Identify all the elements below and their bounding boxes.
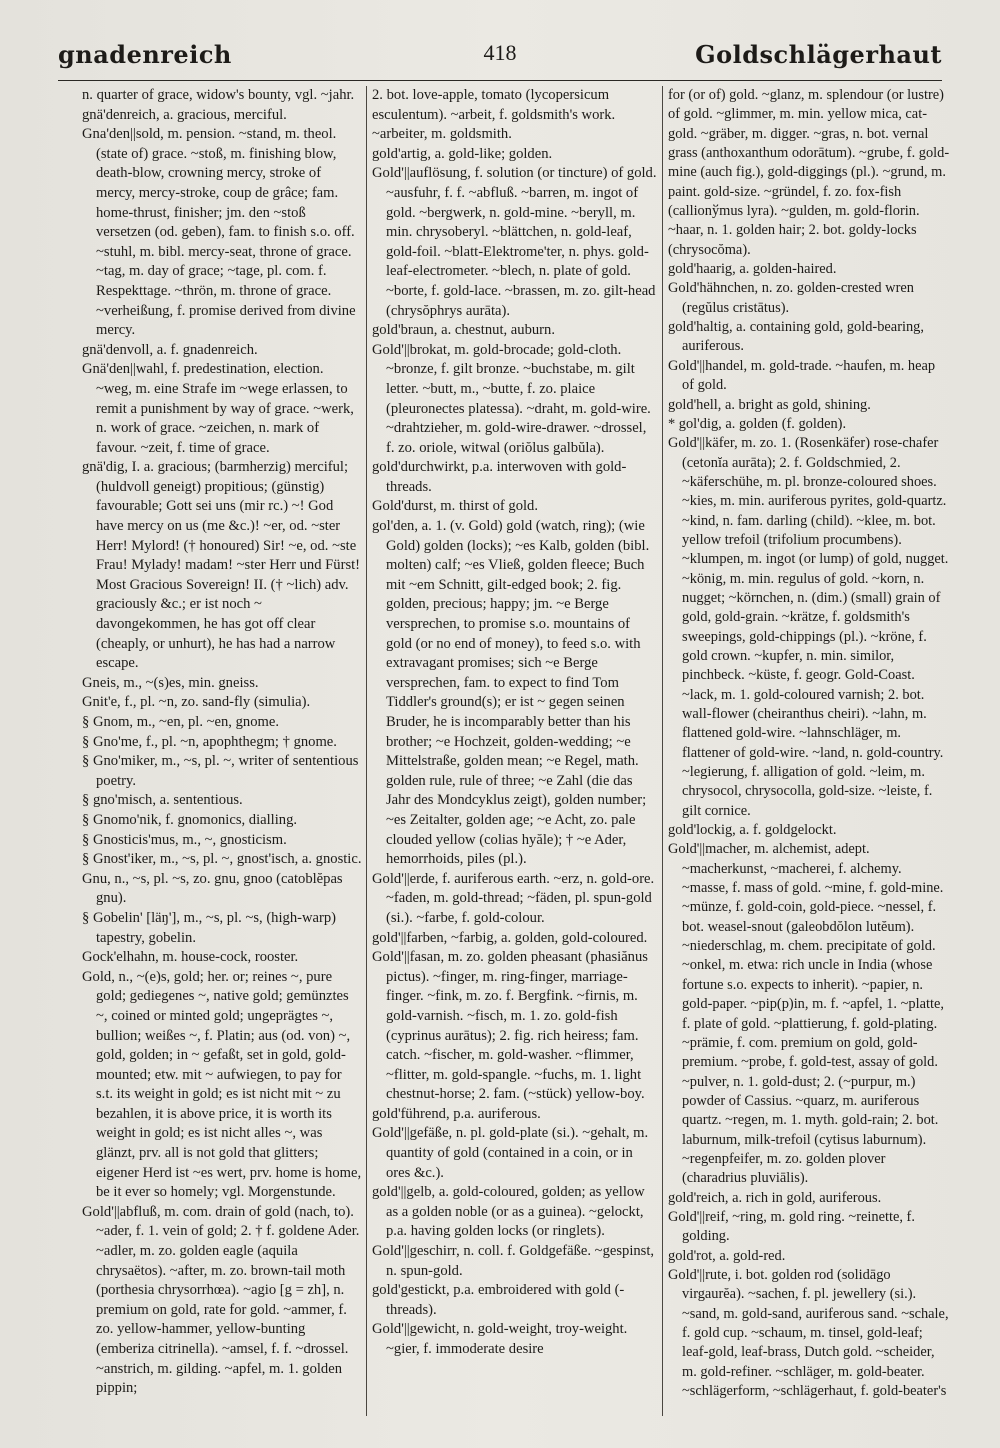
dictionary-entry: Gold'||handel, m. gold-trade. ~haufen, m. heap of gold.: [668, 357, 936, 394]
dictionary-entry: gold'haarig, a. golden-haired.: [668, 261, 837, 278]
column-divider-1: [366, 86, 367, 1416]
dictionary-entry: Gna'den||sold, m. pension. ~stand, m. theol. (state of) grace. ~stoß, m. finishing blow, death-blow, crowning mercy, stroke of mercy, mercy-stroke, coup de grâce; fam. home-thrust, finisher; jm. den ~stoß versetzen (od. geben), fam. to finish s.o. off. ~stuhl, m. bibl. mercy-seat, throne of grace. ~tag, m. day of grace; ~tage, pl. com. f. Respekttage. ~thrön, m. throne of grace. ~verheißung, f. promise derived from divine mercy.: [82, 126, 356, 339]
dictionary-entry: gold'durchwirkt, p.a. interwoven with gold-threads.: [372, 459, 627, 495]
dictionary-entry: Gold, n., ~(e)s, gold; her. or; reines ~, pure gold; gediegenes ~, native gold; gemünztes ~, coined or minted gold; ungeprägtes ~, bullion; weißes ~, f. Platin; aus (od. von) ~, gold, golden; in ~ gefaßt, set in gold, gold-mounted; etw. mit ~ aufwiegen, to pay for s.t. its weight in gold; es ist nicht mit ~ zu bezahlen, it is above price, it is worth its weight in gold; es ist nicht alles ~, was glänzt, prv. all is not gold that glitters; eigener Herd ist ~es wert, prv. home is home, be it ever so homely; vgl. Morgenstunde.: [82, 968, 362, 1201]
dictionary-entry: for (or of) gold. ~glanz, m. splendour (or lustre) of gold. ~glimmer, m. min. yellow mica, cat-gold. ~gräber, m. digger. ~gras, n. bot. vernal grass (anthoxanthum odorātum). ~grube, f. gold-mine (auch fig.), gold-diggings (pl.). ~grund, m. paint. gold-size. ~gründel, f. zo. fox-fish (callionўmus lyra). ~gulden, m. gold-florin. ~haar, n. 1. golden hair; 2. bot. goldy-locks (chrysocŏma).: [668, 87, 950, 258]
dictionary-entry: Gold'||reif, ~ring, m. gold ring. ~reinette, f. golding.: [668, 1208, 915, 1245]
dictionary-entry: gold'führend, p.a. auriferous.: [372, 1105, 541, 1122]
dictionary-entry: Gold'||rute, i. bot. golden rod (solidāgo virgaurĕa). ~sachen, f. pl. jewellery (si.). ~sand, m. gold-sand, auriferous sand. ~schale, f. gold cup. ~schaum, m. tinsel, gold-leaf; leaf-gold, leaf-brass, Dutch gold. ~scheider, m. gold-refiner. ~schläger, m. gold-beater. ~schlägerform, ~schlägerhaut, f. gold-beater's: [668, 1266, 949, 1400]
dictionary-entry: gold'||farben, ~farbig, a. golden, gold-coloured.: [372, 929, 648, 946]
dictionary-entry: Gock'elhahn, m. house-cock, rooster.: [82, 949, 299, 966]
dictionary-entry: gold'reich, a. rich in gold, auriferous.: [668, 1189, 882, 1206]
dictionary-entry: * gol'dig, a. golden (f. golden).: [668, 415, 847, 432]
dictionary-entry: gnä'dig, I. a. gracious; (barmherzig) merciful; (huldvoll geneigt) propitious; (günstig) favourable; Gott sei uns (mir rc.) ~! God have mercy on us (me &c.)! ~er, od. ~ster Herr! Mylord! († honoured) Sir! ~e, od. ~ste Frau! Mylady! madam! ~ster Herr und Fürst! Most Gracious Sovereign! II. († ~lich) adv. graciously &c.; er ist noch ~ davongekommen, he has got off clear (cheaply, or unhurt), he has had a narrow escape.: [82, 459, 361, 672]
dictionary-entry: Gnit'e, f., pl. ~n, zo. sand-fly (simulia).: [82, 694, 311, 711]
dictionary-entry: Gold'||geschirr, n. coll. f. Goldgefäße. ~gespinst, n. spun-gold.: [372, 1243, 655, 1279]
dictionary-entry: Gnu, n., ~s, pl. ~s, zo. gnu, gnoo (catoblĕpas gnu).: [82, 870, 343, 907]
dictionary-entry: § Gnost'iker, m., ~s, pl. ~, gnost'isch, a. gnostic.: [82, 851, 362, 868]
dictionary-entry: n. quarter of grace, widow's bounty, vgl. ~jahr.: [82, 87, 355, 103]
dictionary-entry: § gno'misch, a. sententious.: [82, 792, 243, 809]
dictionary-entry: Gold'||gewicht, n. gold-weight, troy-weight. ~gier, f. immoderate desire: [372, 1321, 628, 1357]
dictionary-entry: § Gobelin' [läŋ'], m., ~s, pl. ~s, (high-warp) tapestry, gobelin.: [82, 909, 337, 946]
dictionary-entry: Gold'||gefäße, n. pl. gold-plate (si.). ~gehalt, m. quantity of gold (contained in a coin, or in ores &c.).: [372, 1125, 649, 1181]
dictionary-entry: Gold'hähnchen, n. zo. golden-crested wren (regŭlus cristātus).: [668, 280, 914, 316]
dictionary-entry: gol'den, a. 1. (v. Gold) gold (watch, ring); (wie Gold) golden (locks); ~es Kalb, golden (bibl. molten) calf; ~es Vließ, golden fleece; Buch mit ~em Schnitt, gilt-edged book; 2. fig. golden, precious; happy; jm. ~e Berge versprechen, to promise s.o. mountains of gold (or no end of money), to feed s.o. with extravagant promises; sich ~e Berge versprechen, fam. to expect to find Tom Tiddler's ground(s); er ist ~ gegen seinen Bruder, he is incomparably better than his brother; ~e Hochzeit, golden-wedding; ~e Mittelstraße, golden mean; ~e Regel, math. golden rule, rule of three; ~e Zahl (die das Jahr des Mondcyklus zeigt), golden number; ~es Zeitalter, golden age; ~e Acht, zo. pale clouded yellow (colias hyăle); † ~e Ader, hemorrhoids, piles (pl.).: [372, 518, 650, 868]
dictionary-entry: Gold'||fasan, m. zo. golden pheasant (phasiănus pictus). ~finger, m. ring-finger, marriage-finger. ~fink, m. zo. f. Bergfink. ~firnis, m. gold-varnish. ~fisch, m. 1. zo. gold-fish (cyprinus aurātus); 2. fig. rich heiress; fam. catch. ~fischer, m. gold-washer. ~flimmer, ~flitter, m. gold-spangle. ~fuchs, m. 1. light chestnut-horse; 2. fam. (~stück) yellow-boy.: [372, 949, 648, 1103]
dictionary-entry: Gneis, m., ~(s)es, min. gneiss.: [82, 674, 259, 691]
dictionary-entry: gnä'denreich, a. gracious, merciful.: [82, 106, 287, 123]
dictionary-entry: gold'lockig, a. f. goldgelockt.: [668, 822, 837, 839]
running-head-left: gnadenreich: [58, 40, 232, 69]
dictionary-entry: Gold'||auflösung, f. solution (or tincture) of gold. ~ausfuhr, f. f. ~abfluß. ~barren, m. ingot of gold. ~bergwerk, n. gold-mine. ~beryll, m. min. chrysoberyl. ~blättchen, n. gold-leaf, gold-foil. ~blatt-Elektrome'ter, n. phys. gold-leaf-electrometer. ~blech, n. plate of gold. ~borte, f. gold-lace. ~brassen, m. zo. gilt-head (chrysŏphrys aurāta).: [372, 165, 657, 319]
dictionary-entry: § Gno'me, f., pl. ~n, apophthegm; † gnome.: [82, 733, 337, 750]
header-rule: [58, 80, 942, 81]
dictionary-entry: Gold'||käfer, m. zo. 1. (Rosenkäfer) rose-chafer (cetonĭa aurāta); 2. f. Goldschmied, 2. ~käferschühe, m. pl. bronze-coloured shoes. ~kies, m. min. auriferous pyrites, gold-quartz. ~kind, n. fam. darling (child). ~klee, m. bot. yellow trefoil (trifolium procumbens). ~klumpen, m. ingot (or lump) of gold, nugget. ~könig, m. min. regulus of gold. ~korn, n. nugget; ~körnchen, n. (dim.) (small) grain of gold, gold-grain. ~krätze, f. goldsmith's sweepings, gold-chippings (pl.). ~kröne, f. gold crown. ~kupfer, n. min. similor, pinchbeck. ~küste, f. geogr. Gold-Coast. ~lack, m. 1. gold-coloured varnish; 2. bot. wall-flower (cheiranthus cheiri). ~lahn, m. flattened gold-wire. ~lahnschläger, m. flattener of gold-wire. ~land, n. gold-country. ~legierung, f. alligation of gold. ~leim, m. chrysocol, chrysocolla, gold-size. ~leiste, f. gilt cornice.: [668, 435, 949, 819]
column-3: [668, 86, 950, 1426]
dictionary-entry: Gold'||abfluß, m. com. drain of gold (nach, to). ~ader, f. 1. vein of gold; 2. † f. goldene Ader. ~adler, m. zo. golden eagle (aquila chrysaëtos). ~after, m. zo. brown-tail moth (porthesia chrysorrhœa). ~agio [g = zh], n. premium on gold, rate for gold. ~ammer, f. zo. yellow-hammer, yellow-bunting (emberiza citrinella). ~amsel, f. f. ~drossel. ~anstrich, m. gilding. ~apfel, m. 1. golden pippin;: [82, 1203, 360, 1397]
dictionary-entry: gold'gestickt, p.a. embroidered with gold (-threads).: [372, 1282, 625, 1318]
dictionary-entry: § Gnomo'nik, f. gnomonics, dialling.: [82, 811, 298, 828]
page-number: 418: [483, 40, 517, 65]
dictionary-entry: Gold'||erde, f. auriferous earth. ~erz, n. gold-ore. ~faden, m. gold-thread; ~fäden, pl. spun-gold (si.). ~farbe, f. gold-colour.: [372, 870, 655, 926]
dictionary-entry: § Gnosticis'mus, m., ~, gnosticism.: [82, 831, 287, 848]
dictionary-entry: gold'braun, a. chestnut, auburn.: [372, 322, 555, 339]
column-divider-2: [662, 86, 663, 1416]
column-1: [82, 86, 362, 1426]
dictionary-entry: gold'artig, a. gold-like; golden.: [372, 145, 553, 162]
dictionary-entry: gold'rot, a. gold-red.: [668, 1247, 786, 1264]
column-2: [372, 86, 657, 1426]
running-head-right: Goldschlägerhaut: [695, 40, 942, 69]
dictionary-entry: Gold'||brokat, m. gold-brocade; gold-cloth. ~bronze, f. gilt bronze. ~buchstabe, m. gilt letter. ~butt, m., ~butte, f. zo. plaice (pleuronectes platessa). ~draht, m. gold-wire. ~drahtzieher, m. gold-wire-drawer. ~drossel, f. zo. oriole, witwal (oriŏlus galbŭla).: [372, 341, 651, 456]
dictionary-entry: gold'hell, a. bright as gold, shining.: [668, 396, 871, 413]
dictionary-entry: gold'||gelb, a. gold-coloured, golden; as yellow as a golden noble (or as a guinea). ~gelockt, p.a. having golden locks (or ringlets).: [372, 1184, 645, 1240]
dictionary-entry: Gnä'den||wahl, f. predestination, election. ~weg, m. eine Strafe im ~wege erlassen, to remit a punishment by way of grace. ~werk, n. work of grace. ~zeichen, n. mark of favour. ~zeit, f. time of grace.: [82, 361, 354, 456]
dictionary-entry: § Gno'miker, m., ~s, pl. ~, writer of sententious poetry.: [82, 753, 359, 789]
dictionary-entry: Gold'||macher, m. alchemist, adept. ~macherkunst, ~macherei, f. alchemy. ~masse, f. mass of gold. ~mine, f. gold-mine. ~münze, f. gold-coin, gold-piece. ~nessel, f. bot. weasel-snout (galeobdŏlon lutĕum). ~niederschlag, m. chem. precipitate of gold. ~onkel, m. etwa: rich uncle in India (whose fortune s.o. expects to inherit). ~papier, n. gold-paper. ~pip(p)in, m. f. ~apfel, 1. ~platte, f. plate of gold. ~plattierung, f. gold-plating. ~prämie, f. com. premium on gold, gold-premium. ~probe, f. gold-test, assay of gold. ~pulver, n. 1. gold-dust; 2. (~purpur, m.) powder of Cassius. ~quarz, m. auriferous quartz. ~regen, m. 1. myth. gold-rain; 2. bot. laburnum, milk-trefoil (cytisus laburnum). ~regenpfeifer, m. zo. golden plover (charadrius pluviālis).: [668, 841, 944, 1187]
page-header: [58, 40, 942, 76]
dictionary-entry: gold'haltig, a. containing gold, gold-bearing, auriferous.: [668, 319, 924, 355]
dictionary-entry: gnä'denvoll, a. f. gnadenreich.: [82, 341, 258, 358]
dictionary-entry: Gold'durst, m. thirst of gold.: [372, 498, 538, 515]
dictionary-entry: § Gnom, m., ~en, pl. ~en, gnome.: [82, 714, 279, 730]
dictionary-entry: 2. bot. love-apple, tomato (lycopersicum esculentum). ~arbeit, f. goldsmith's work. ~arbeiter, m. goldsmith.: [372, 87, 616, 143]
